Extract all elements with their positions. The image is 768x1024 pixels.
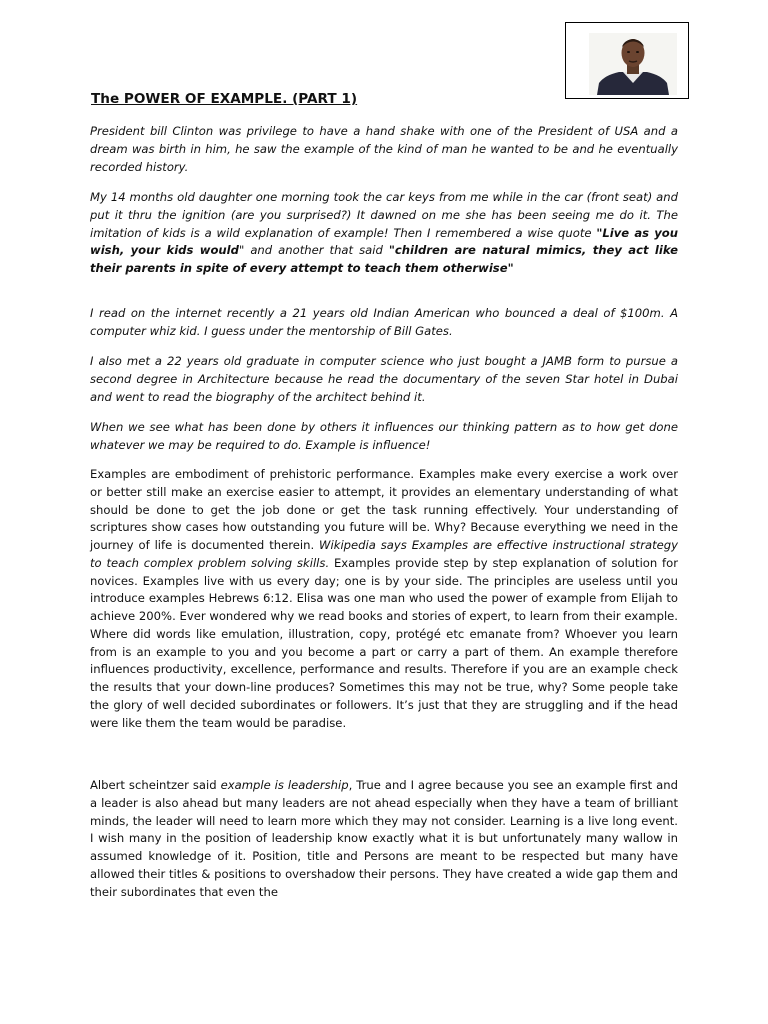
paragraph-whiz-kid: I read on the internet recently a 21 years old Indian American who bounced a deal of $100m. A computer whiz kid. I guess under the mentorship of Bill Gates. (90, 306, 678, 338)
example-is-leadership-phrase: example is leadership (220, 778, 349, 792)
quote-natural-mimics: "children are natural mimics, they act like their parents in spite of every attempt to teach them otherwise" (90, 243, 679, 276)
wikipedia-quote: Wikipedia says Examples are effective instructional strategy to teach complex problem solving skills. (90, 538, 678, 570)
paragraph-daughter-text: My 14 months old daughter one morning took the car keys from me while in the car (front seat) and put it thru the ignition (are you surprised?) It dawned on me she has been seeing me do it. The imitation of kids is a wild explanation of example! Then I remembered a wise quote (90, 190, 678, 240)
paragraph-leadership (90, 777, 678, 901)
page-title: The POWER OF EXAMPLE. (PART 1) (91, 91, 358, 107)
author-photo-frame (565, 22, 689, 99)
paragraph-influence: When we see what has been done by others it influences our thinking pattern as to how get done whatever we may be required to do. Example is influence! (90, 420, 678, 452)
paragraph-graduate: I also met a 22 years old graduate in computer science who just bought a JAMB form to pursue a second degree in Architecture because he read the documentary of the seven Star hotel in Dubai and went to read the biography of the architect behind it. (90, 354, 678, 404)
paragraph-daughter-connector: " and another that said (238, 243, 389, 258)
paragraph-examples (90, 466, 678, 732)
paragraph-clinton: President bill Clinton was privilege to have a hand shake with one of the President of USA and a dream was birth in him, he saw the example of the kind of man he wanted to be and he eventually recorded history. (90, 124, 678, 174)
author-photo (589, 33, 677, 95)
quote-live-as-you-wish: "Live as you wish, your kids would (90, 225, 678, 258)
paragraph-examples-body: Examples provide step by step explanation of solution for novices. Examples live with us every day; one is by your side. The principles are useless until you introduce examples Hebrews 6:12. Elisa was one man who used the power of example from Elijah to achieve 200%. Ever wondered why we read books and stories of expert, to learn from their example. Where did words like emulation, illustration, copy, protégé etc emanate from? Whoever you learn from is an example to you and you become a part or carry a part of them. An example therefore influences productivity, excellence, performance and results. Therefore if you are an example check the results that your down-line produces? Sometimes this may not be true, why? Some people take the glory of well decided subordinates or followers. It’s just that they are struggling and if the head were like them the team would be paradise. (90, 555, 679, 730)
portrait-image (589, 33, 677, 95)
paragraph-leadership-body: , True and I agree because you see an example first and a leader is also ahead but many leaders are not ahead especially when they have a team of brilliant minds, the leader will need to learn more which they may not consider. Learning is a live long event. I wish many in the position of leadership know exactly what it is but unfortunately many wallow in assumed knowledge of it. Position, title and Persons are meant to be respected but many have allowed their titles & positions to overshadow their persons. They have created a wide gap them and their subordinates that even the (90, 778, 678, 899)
paragraph-leadership-intro: Albert scheintzer said (90, 778, 221, 792)
paragraph-examples-intro: Examples are embodiment of prehistoric performance. Examples make every exercise a work over or better still make an exercise easier to attempt, it provides an elementary understanding of what should be done to get the job done or get the task running effectively. Your understanding of scriptures show cases how outstanding you future will be. Why? Because everything we need in the journey of life is documented therein. (90, 467, 678, 552)
paragraph-daughter (90, 189, 678, 278)
